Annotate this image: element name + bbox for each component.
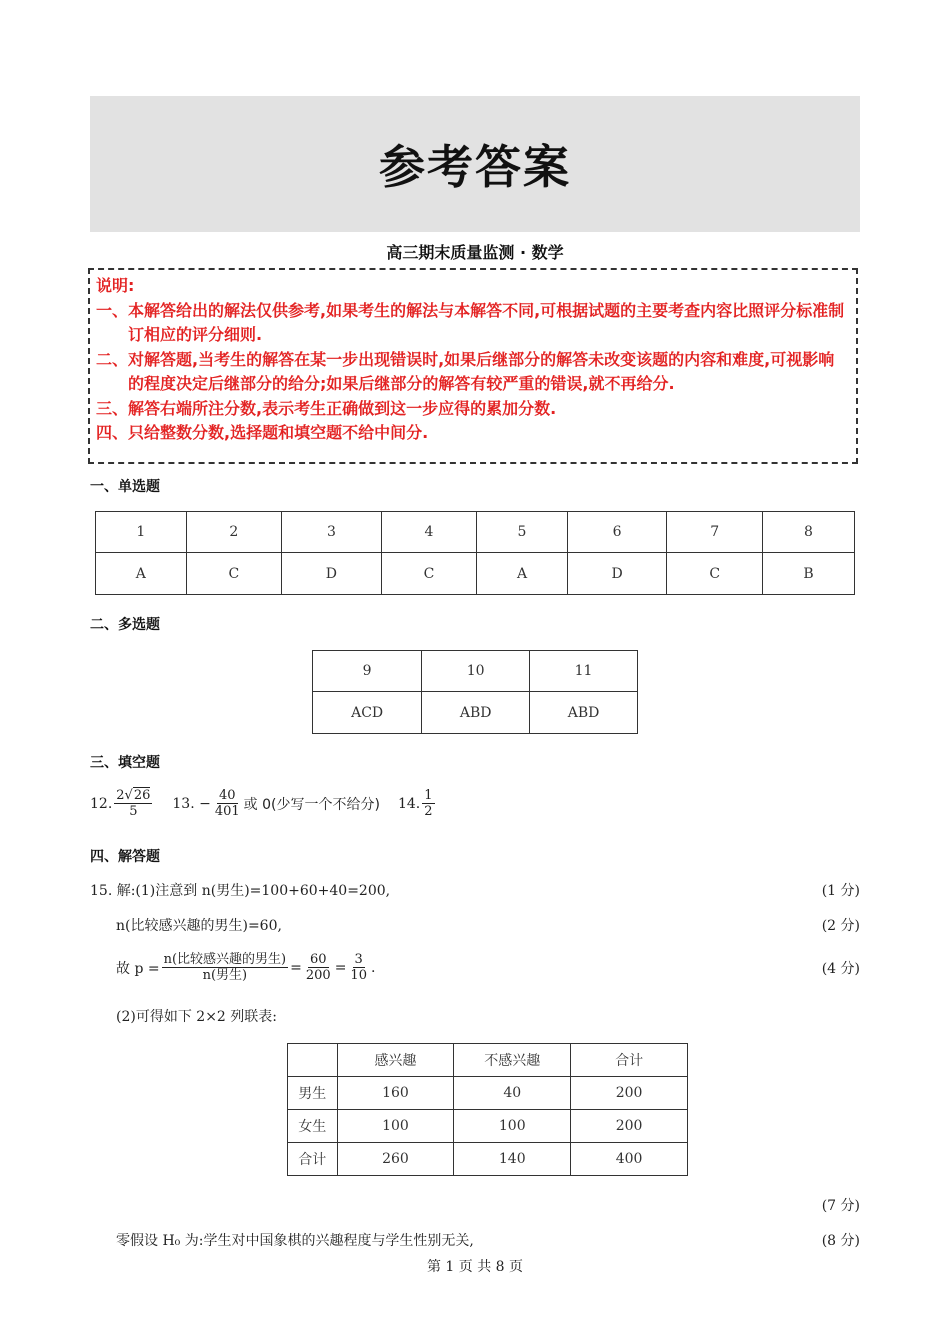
table-cell: 140 xyxy=(454,1143,571,1176)
answer-cell: ABD xyxy=(422,692,530,734)
table-cell: 40 xyxy=(454,1077,571,1110)
fraction-numerator: 60 xyxy=(310,952,327,967)
q13-tail: 或 0(少写一个不给分) xyxy=(243,796,380,813)
answer-cell: ACD xyxy=(313,692,422,734)
question-number: 2 xyxy=(186,512,281,553)
table-cell: 100 xyxy=(337,1110,454,1143)
answer-cell: C xyxy=(186,553,281,595)
row-header: 女生 xyxy=(288,1110,338,1143)
q12-denominator: 5 xyxy=(129,804,138,819)
row-header: 合计 xyxy=(288,1143,338,1176)
notice-item: 一、本解答给出的解法仅供参考,如果考生的解法与本解答不同,可根据试题的主要考查内容比照评分标准制订相应的评分细则. xyxy=(96,300,845,344)
fraction-denominator: 200 xyxy=(305,968,331,983)
q12-label: 12. xyxy=(90,795,113,812)
fraction-denominator: n(男生) xyxy=(202,968,248,983)
q12-radicand: 26 xyxy=(133,788,151,803)
q15-probability xyxy=(116,952,375,983)
table-corner xyxy=(288,1044,338,1077)
q12-fraction: $\frac{2√26}{5}$ xyxy=(116,788,151,819)
table-row xyxy=(96,512,855,553)
q13-numerator: 40 xyxy=(218,788,236,803)
answer-cell: C xyxy=(667,553,762,595)
section-fill-heading: 三、填空题 xyxy=(90,755,160,771)
score-mark: (4 分) xyxy=(821,960,860,977)
q15-prefix: 故 p = xyxy=(116,960,160,977)
q13-label: 13. − xyxy=(172,795,211,812)
q14-label: 14. xyxy=(397,795,421,812)
q15-line xyxy=(116,915,860,935)
fraction-numerator: 3 xyxy=(354,952,363,967)
notice-box xyxy=(88,268,858,464)
q15-step-text: (2)可得如下 2×2 列联表: xyxy=(116,1009,277,1025)
q15-line xyxy=(116,952,860,983)
score-mark: (1 分) xyxy=(821,883,860,899)
section-solve-heading: 四、解答题 xyxy=(90,849,160,865)
table-row xyxy=(288,1044,688,1077)
row-header: 男生 xyxy=(288,1077,338,1110)
fraction-denominator: 10 xyxy=(350,968,367,983)
q13-denominator: 401 xyxy=(214,804,240,819)
fraction-numerator: n(比较感兴趣的男生) xyxy=(163,952,287,967)
question-number: 5 xyxy=(477,512,568,553)
q15-line xyxy=(90,880,860,900)
equals-sign: = xyxy=(334,959,347,976)
q15-line xyxy=(116,1230,860,1250)
q15-step-text: n(比较感兴趣的男生)=60, xyxy=(116,918,282,934)
notice-item: 三、解答右端所注分数,表示考生正确做到这一步应得的累加分数. xyxy=(96,398,557,418)
q15-fraction xyxy=(304,952,333,983)
column-header: 合计 xyxy=(571,1044,688,1077)
question-number: 9 xyxy=(313,651,422,692)
q14-denominator: 2 xyxy=(424,804,433,819)
question-number: 1 xyxy=(96,512,187,553)
column-header: 感兴趣 xyxy=(337,1044,454,1077)
table-row xyxy=(288,1110,688,1143)
table-row xyxy=(96,553,855,595)
notice-heading: 说明: xyxy=(96,276,135,295)
section-multi-choice-heading: 二、多选题 xyxy=(90,617,160,633)
q14-numerator: 1 xyxy=(424,788,433,803)
answer-cell: A xyxy=(477,553,568,595)
page-footer: 第 1 页 共 8 页 xyxy=(426,1259,524,1275)
question-number: 6 xyxy=(567,512,667,553)
score-mark: (7 分) xyxy=(821,1198,860,1214)
single-choice-table xyxy=(95,511,855,595)
question-number: 8 xyxy=(762,512,854,553)
table-row xyxy=(288,1143,688,1176)
notice-item: 二、对解答题,当考生的解答在某一步出现错误时,如果后继部分的解答未改变该题的内容和难度,可视影响的程度决定后继部分的给分;如果后继部分的解答有较严重的错误,就不再给分. xyxy=(96,349,835,393)
answer-cell: ABD xyxy=(530,692,638,734)
notice-item: 四、只给整数分数,选择题和填空题不给中间分. xyxy=(96,423,429,442)
table-row xyxy=(313,692,638,734)
score-mark: (2 分) xyxy=(821,918,860,934)
table-cell: 200 xyxy=(571,1077,688,1110)
table-cell: 260 xyxy=(337,1143,454,1176)
score-mark: (8 分) xyxy=(821,1233,860,1249)
column-header: 不感兴趣 xyxy=(454,1044,571,1077)
table-cell: 160 xyxy=(337,1077,454,1110)
answer-cell: A xyxy=(96,553,187,595)
page-title: 参考答案 xyxy=(379,140,571,194)
q13-fraction xyxy=(213,788,242,819)
fill-in-answers xyxy=(90,788,437,819)
table-cell: 400 xyxy=(571,1143,688,1176)
q15-line xyxy=(90,1195,860,1215)
q15-fraction xyxy=(162,952,289,983)
question-number: 4 xyxy=(381,512,476,553)
period: . xyxy=(370,959,376,976)
section-single-choice-heading: 一、单选题 xyxy=(90,479,160,495)
q15-line xyxy=(116,1006,860,1026)
multi-choice-table xyxy=(312,650,638,734)
equals-sign: = xyxy=(290,959,302,976)
q15-step-text: 15. 解:(1)注意到 n(男生)=100+60+40=200, xyxy=(90,883,391,899)
answer-cell: D xyxy=(567,553,667,595)
q14-fraction xyxy=(422,788,434,819)
contingency-table xyxy=(287,1043,688,1176)
table-row xyxy=(288,1077,688,1110)
table-row xyxy=(313,651,638,692)
table-cell: 200 xyxy=(571,1110,688,1143)
q15-step-text: 零假设 H₀ 为:学生对中国象棋的兴趣程度与学生性别无关, xyxy=(116,1233,474,1249)
question-number: 3 xyxy=(282,512,382,553)
q12-coef: 2 xyxy=(116,788,125,803)
answer-cell: B xyxy=(762,553,854,595)
question-number: 10 xyxy=(422,651,530,692)
question-number: 11 xyxy=(530,651,638,692)
title-banner xyxy=(90,96,860,232)
q15-fraction xyxy=(348,952,369,983)
table-cell: 100 xyxy=(454,1110,571,1143)
answer-cell: D xyxy=(282,553,382,595)
question-number: 7 xyxy=(667,512,762,553)
exam-subtitle: 高三期末质量监测 · 数学 xyxy=(386,243,564,262)
answer-cell: C xyxy=(381,553,476,595)
